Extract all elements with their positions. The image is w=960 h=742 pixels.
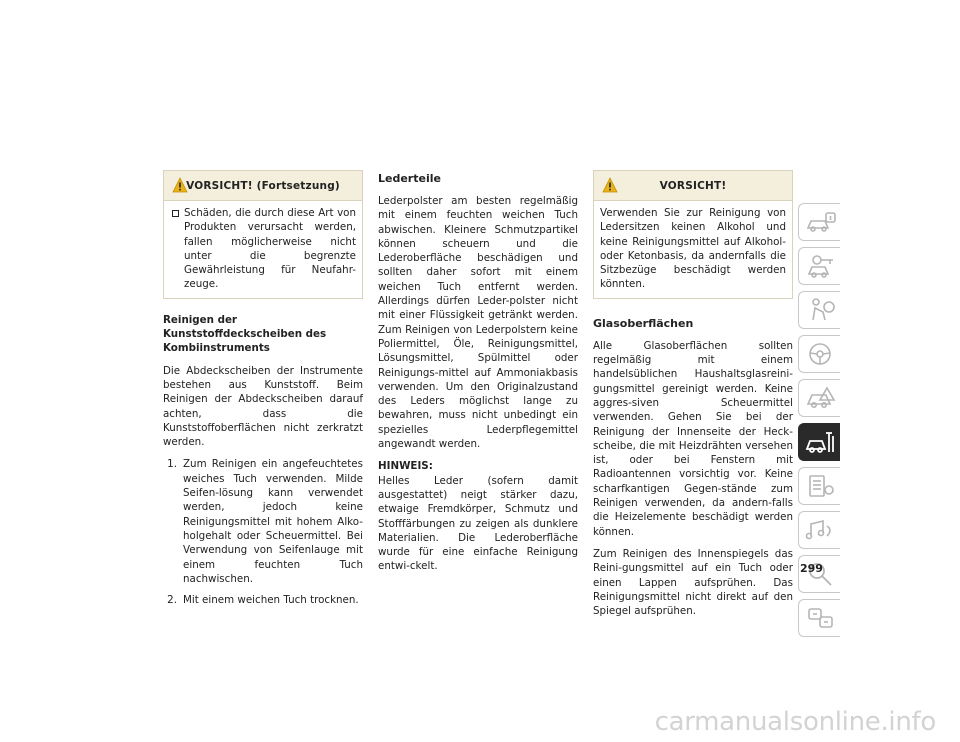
footer-watermark: carmanualsonline.info bbox=[654, 707, 936, 737]
tab-service-maintenance[interactable] bbox=[798, 423, 840, 461]
section-heading-cluster-lens: Reinigen der Kunststoffdeckscheiben des Kombiinstruments bbox=[163, 313, 327, 355]
left-column bbox=[163, 170, 363, 614]
caution-bullet-text: Schäden, die durch diese Art von Produkten verursacht werden, fallen möglicherweise nicht unter die begrenzte Gewährleistung für Neufahr-zeuge. bbox=[184, 207, 356, 291]
section-heading-glass: Glasoberflächen bbox=[593, 316, 694, 330]
note-block bbox=[378, 459, 578, 573]
middle-column bbox=[378, 170, 578, 582]
cleaning-steps-list bbox=[163, 457, 363, 607]
note-text: Helles Leder (sofern damit ausgestattet) neigt stärker dazu, etwaige Fremdkörper, Schmutz und Stofffärbungen zu zeigen als dunklere Materialien. Die Lederoberfläche wurde für eine einfache Reinigung entwi-ckelt. bbox=[378, 474, 578, 573]
right-column bbox=[593, 170, 793, 626]
square-bullet-icon bbox=[172, 210, 179, 217]
specifications-list-icon bbox=[805, 472, 837, 500]
caution-box-title: VORSICHT! bbox=[659, 180, 727, 192]
tab-car-info[interactable] bbox=[798, 203, 840, 241]
caution-box-header bbox=[164, 171, 362, 201]
car-service-tools-icon bbox=[805, 428, 837, 456]
caution-box-header bbox=[594, 171, 792, 201]
tab-seat-airbag[interactable] bbox=[798, 291, 840, 329]
step-text: Mit einem weichen Tuch trocknen. bbox=[183, 594, 359, 607]
glass-paragraph-2: Zum Reinigen des Innenspiegels das Reini-gungsmittel auf ein Tuch oder einen Lappen aufsprühen. Das Reinigungsmittel nicht direkt auf den Spiegel aufsprühen. bbox=[593, 547, 793, 618]
glass-paragraph-1: Alle Glasoberflächen sollten regelmäßig mit einem handelsüblichen Haushaltsglasreini-gungsmittel gereinigt werden. Keine aggres-siven Scheuermittel verwenden. Gehen Sie bei der Reinigung der Innenseite der Heck-scheibe, die mit Heizdrähten versehen ist, oder bei Fenstern mit Radioantennen vorsichtig vor. Keine scharfkantigen Gegen-stände zum Reinigen verwenden, da andern-falls die Heizelemente beschädigt werden können. bbox=[593, 339, 793, 538]
section-heading-leather: Lederteile bbox=[378, 172, 441, 185]
caution-box-body: Verwenden Sie zur Reinigung von Ledersitzen keinen Alkohol und keine Reinigungsmittel auf Alkohol- oder Ketonbasis, da andernfalls die Sitzbezüge beschädigt werden könnten. bbox=[600, 207, 786, 291]
car-key-icon bbox=[805, 252, 837, 280]
tab-car-key[interactable] bbox=[798, 247, 840, 285]
leather-body-text: Lederpolster am besten regelmäßig mit einem feuchten weichen Tuch abwischen. Kleinere Schmutzpartikel können scheuern und die Lederoberfläche beschädigen und sollten daher sofort mit einem weichen Tuch entfernt werden. Allerdings dürfen Leder-polster nicht mit einer Flüssigkeit getränkt werden. Zum Reinigen von Lederpolstern keine Poliermittel, Öle, Reinigungsmittel, Lösungsmittel, Spülmittel oder Reinigungs-mittel auf Ammoniakbasis verwenden. Um den Originalzustand des Leders möglichst lange zu bewahren, muss nicht unbedingt ein spezielles Lederpflegemittel angewandt werden. bbox=[378, 195, 578, 451]
tab-steering-wheel[interactable] bbox=[798, 335, 840, 373]
list-item bbox=[163, 457, 363, 586]
driving-car-icon bbox=[805, 384, 837, 412]
steering-wheel-icon bbox=[805, 340, 837, 368]
multimedia-icon bbox=[805, 516, 837, 544]
step-number: 2. bbox=[167, 594, 177, 607]
caution-box-body bbox=[164, 201, 362, 298]
tab-multimedia[interactable] bbox=[798, 511, 840, 549]
cluster-lens-intro: Die Abdeckscheiben der Instrumente bestehen aus Kunststoff. Beim Reinigen der Abdeckscheiben darauf achten, dass die Kunststoffoberflächen nicht zerkratzt werden. bbox=[163, 364, 363, 449]
chapter-tabs bbox=[798, 203, 840, 643]
seat-airbag-icon bbox=[805, 296, 837, 324]
list-item bbox=[163, 593, 363, 607]
tab-specifications[interactable] bbox=[798, 467, 840, 505]
caution-box-leather bbox=[593, 170, 793, 299]
tab-languages[interactable] bbox=[798, 599, 840, 637]
caution-bullet bbox=[170, 206, 356, 292]
step-text: Zum Reinigen ein angefeuchtetes weiches Tuch verwenden. Milde Seifen-lösung kann verwendet werden, jedoch keine Reinigungsmittel mit hohem Alko-holgehalt oder Scheuermittel. Bei Verwendung von Seifenlauge mit einem feuchten Tuch nachwischen. bbox=[183, 458, 363, 585]
step-number: 1. bbox=[167, 458, 177, 471]
car-info-icon bbox=[805, 208, 837, 236]
note-label: HINWEIS: bbox=[378, 460, 433, 473]
page-number: 299 bbox=[800, 562, 823, 575]
languages-icon bbox=[805, 604, 837, 632]
caution-box-title: VORSICHT! (Fortsetzung) bbox=[186, 180, 340, 192]
tab-driving[interactable] bbox=[798, 379, 840, 417]
caution-box-continued bbox=[163, 170, 363, 299]
